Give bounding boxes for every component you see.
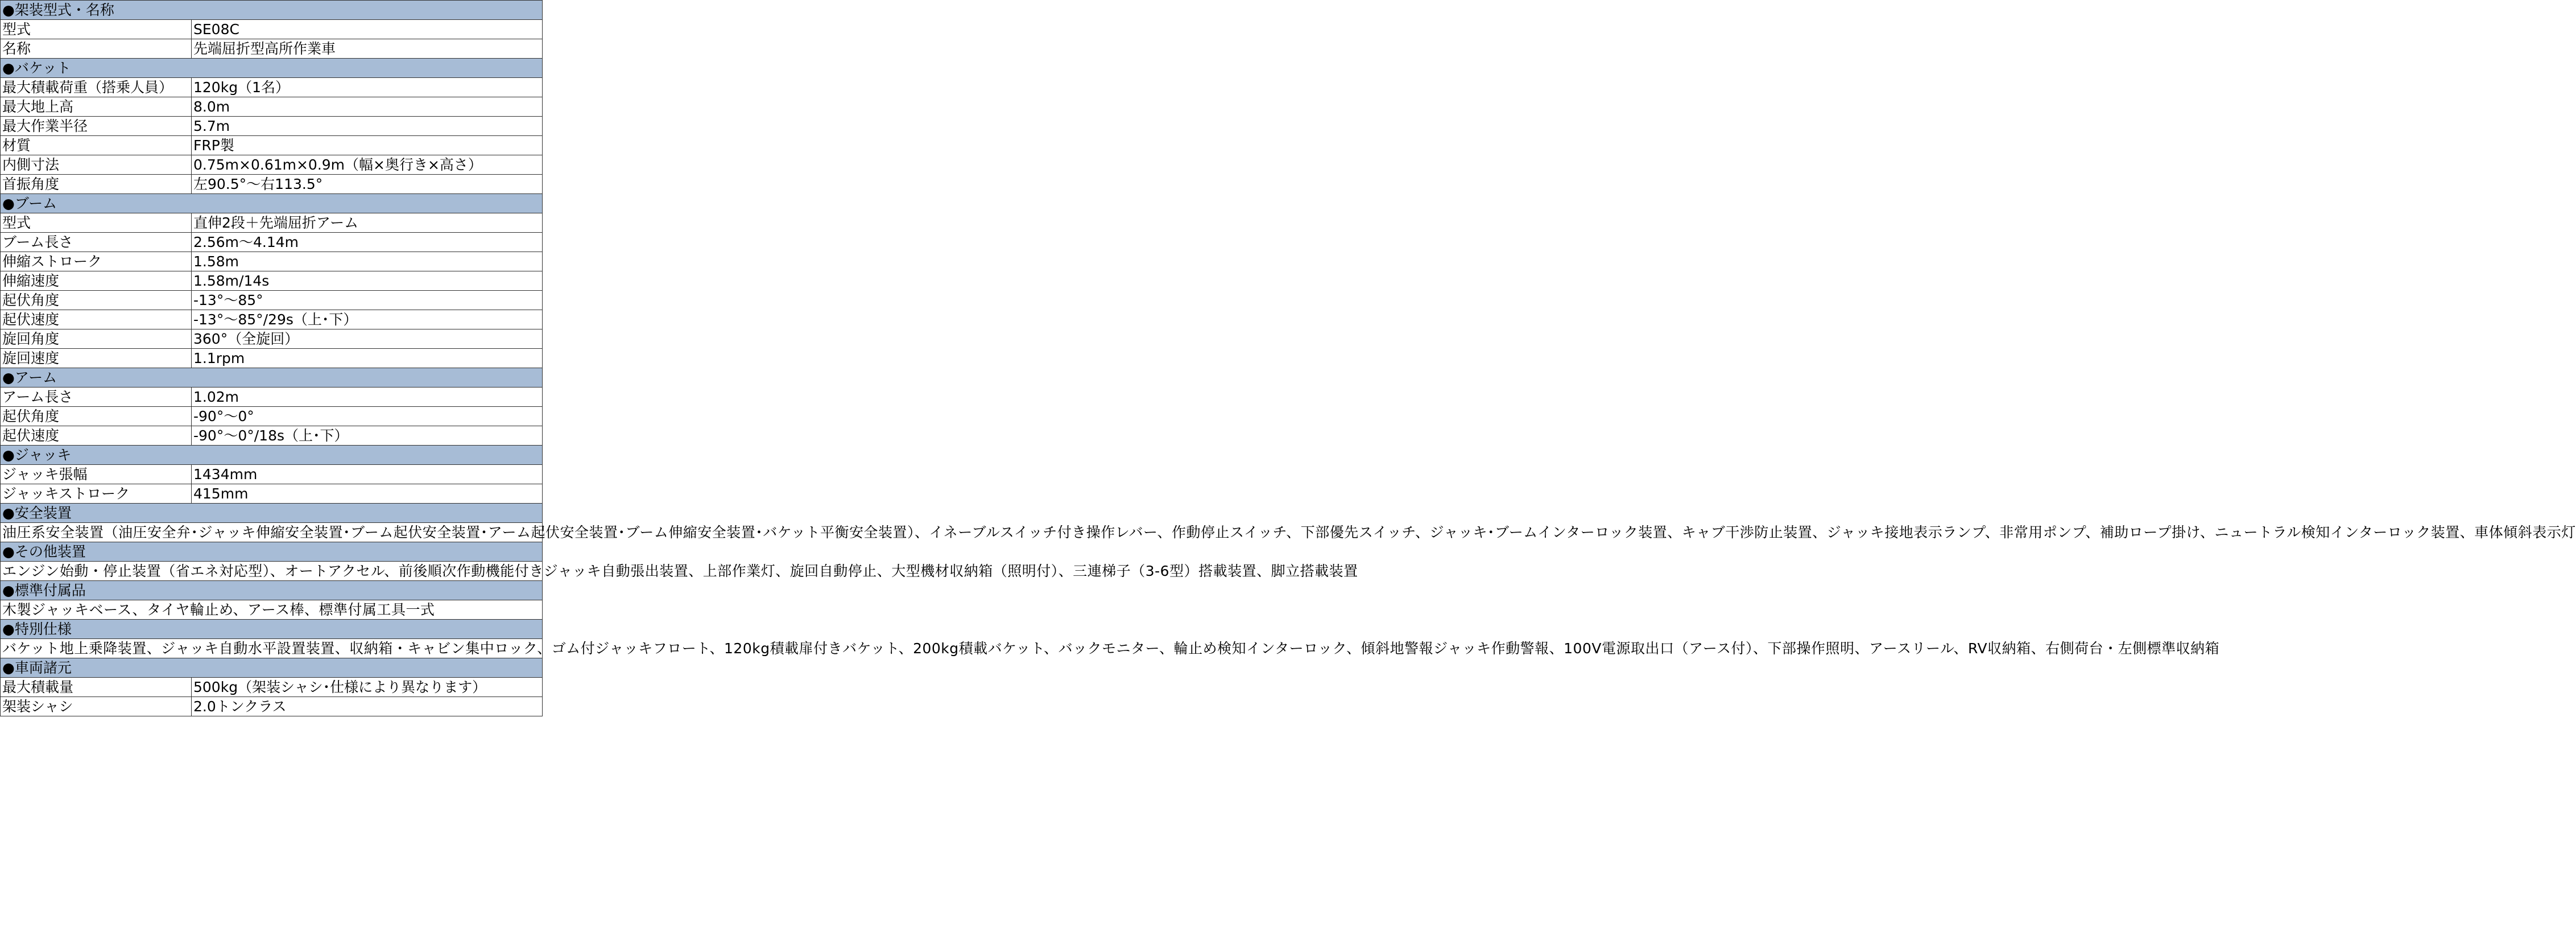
section-header (1, 542, 543, 562)
row-value: 先端屈折型高所作業車 (192, 39, 543, 59)
row-value: 415mm (192, 484, 543, 504)
paragraph-row (1, 562, 543, 581)
row-label: 起伏速度 (1, 426, 192, 446)
table-row (1, 271, 543, 291)
row-label: 旋回速度 (1, 349, 192, 368)
section-title: ●ブーム (1, 194, 543, 213)
row-label: 旋回角度 (1, 329, 192, 349)
row-label: 材質 (1, 136, 192, 155)
row-label: 最大積載量 (1, 678, 192, 697)
table-row (1, 117, 543, 136)
table-row (1, 213, 543, 233)
row-label: 起伏角度 (1, 291, 192, 310)
row-label: 架装シャシ (1, 697, 192, 716)
row-value: 2.0トンクラス (192, 697, 543, 716)
section-title: ●その他装置 (1, 542, 543, 562)
table-row (1, 349, 543, 368)
row-label: 最大地上高 (1, 97, 192, 117)
section-header (1, 504, 543, 523)
table-row (1, 291, 543, 310)
special-text: バケット地上乗降装置、ジャッキ自動水平設置装置、収納箱・キャビン集中ロック、ゴム付ジャッキフロート、120kg積載扉付きバケット、200kg積載バケット、バックモニター、輪止め検知インターロック、傾斜地警報ジャッキ作動警報、100V電源取出口（アース付）、下部操作照明、アースリール、RV収納箱、右側荷台・左側標準収納箱 (1, 639, 543, 658)
row-label: アーム長さ (1, 388, 192, 407)
section-title: ●ジャッキ (1, 446, 543, 465)
row-value: 5.7m (192, 117, 543, 136)
row-label: 伸縮ストローク (1, 252, 192, 271)
section-header (1, 446, 543, 465)
section-title: ●車両諸元 (1, 658, 543, 678)
row-value: 左90.5°～右113.5° (192, 175, 543, 194)
row-value: -13°～85°/29s（上･下） (192, 310, 543, 329)
row-value: 2.56m～4.14m (192, 233, 543, 252)
table-row (1, 484, 543, 504)
row-value: 1.02m (192, 388, 543, 407)
row-label: ジャッキストローク (1, 484, 192, 504)
section-title: ●架装型式・名称 (1, 1, 543, 20)
row-value: -90°～0° (192, 407, 543, 426)
row-value: 360°（全旋回） (192, 329, 543, 349)
section-title: ●アーム (1, 368, 543, 388)
other-text: エンジン始動・停止装置（省エネ対応型）、オートアクセル、前後順次作動機能付きジャッキ自動張出装置、上部作業灯、旋回自動停止、大型機材収納箱（照明付）、三連梯子（3-6型）搭載装置、脚立搭載装置 (1, 562, 543, 581)
section-header (1, 581, 543, 600)
row-value: 1.1rpm (192, 349, 543, 368)
section-header (1, 1, 543, 20)
row-value: FRP製 (192, 136, 543, 155)
table-row (1, 252, 543, 271)
table-row (1, 388, 543, 407)
paragraph-row (1, 639, 543, 658)
row-label: 名称 (1, 39, 192, 59)
row-label: 型式 (1, 20, 192, 39)
table-row (1, 136, 543, 155)
accessories-text: 木製ジャッキベース、タイヤ輪止め、アース棒、標準付属工具一式 (1, 600, 543, 620)
paragraph-row (1, 600, 543, 620)
table-row (1, 97, 543, 117)
row-value: 0.75m×0.61m×0.9m（幅×奥行き×高さ） (192, 155, 543, 175)
table-row (1, 426, 543, 446)
table-row (1, 310, 543, 329)
row-label: 伸縮速度 (1, 271, 192, 291)
table-row (1, 697, 543, 716)
row-label: 最大作業半径 (1, 117, 192, 136)
row-value: 1.58m (192, 252, 543, 271)
row-label: ジャッキ張幅 (1, 465, 192, 484)
row-label: 型式 (1, 213, 192, 233)
row-value: 120kg（1名） (192, 78, 543, 97)
safety-text: 油圧系安全装置（油圧安全弁･ジャッキ伸縮安全装置･ブーム起伏安全装置･アーム起伏安全装置･ブーム伸縮安全装置･バケット平衡安全装置）、イネーブルスイッチ付き操作レバー、作動停止スイッチ、下部優先スイッチ、ジャッキ･ブームインターロック装置、キャブ干渉防止装置、ジャッキ接地表示ランプ、非常用ポンプ、補助ロープ掛け、ニュートラル検知インターロック装置、車体傾斜表示灯 (1, 523, 543, 542)
row-label: 最大積載荷重（搭乗人員） (1, 78, 192, 97)
section-header (1, 368, 543, 388)
table-row (1, 20, 543, 39)
table-row (1, 175, 543, 194)
row-value: 8.0m (192, 97, 543, 117)
table-row (1, 407, 543, 426)
row-value: -90°～0°/18s（上･下） (192, 426, 543, 446)
row-label: ブーム長さ (1, 233, 192, 252)
row-value: SE08C (192, 20, 543, 39)
table-row (1, 39, 543, 59)
section-title: ●安全装置 (1, 504, 543, 523)
section-header (1, 59, 543, 78)
table-row (1, 678, 543, 697)
row-value: 直伸2段＋先端屈折アーム (192, 213, 543, 233)
section-title: ●標準付属品 (1, 581, 543, 600)
row-value: 1434mm (192, 465, 543, 484)
section-header (1, 620, 543, 639)
table-row (1, 155, 543, 175)
table-row (1, 78, 543, 97)
section-title: ●バケット (1, 59, 543, 78)
paragraph-row (1, 523, 543, 542)
row-value: 1.58m/14s (192, 271, 543, 291)
row-value: 500kg（架装シャシ･仕様により異なります） (192, 678, 543, 697)
row-value: -13°～85° (192, 291, 543, 310)
row-label: 起伏角度 (1, 407, 192, 426)
table-row (1, 329, 543, 349)
section-header (1, 194, 543, 213)
section-header (1, 658, 543, 678)
row-label: 内側寸法 (1, 155, 192, 175)
row-label: 起伏速度 (1, 310, 192, 329)
row-label: 首振角度 (1, 175, 192, 194)
table-row (1, 465, 543, 484)
section-title: ●特別仕様 (1, 620, 543, 639)
table-row (1, 233, 543, 252)
